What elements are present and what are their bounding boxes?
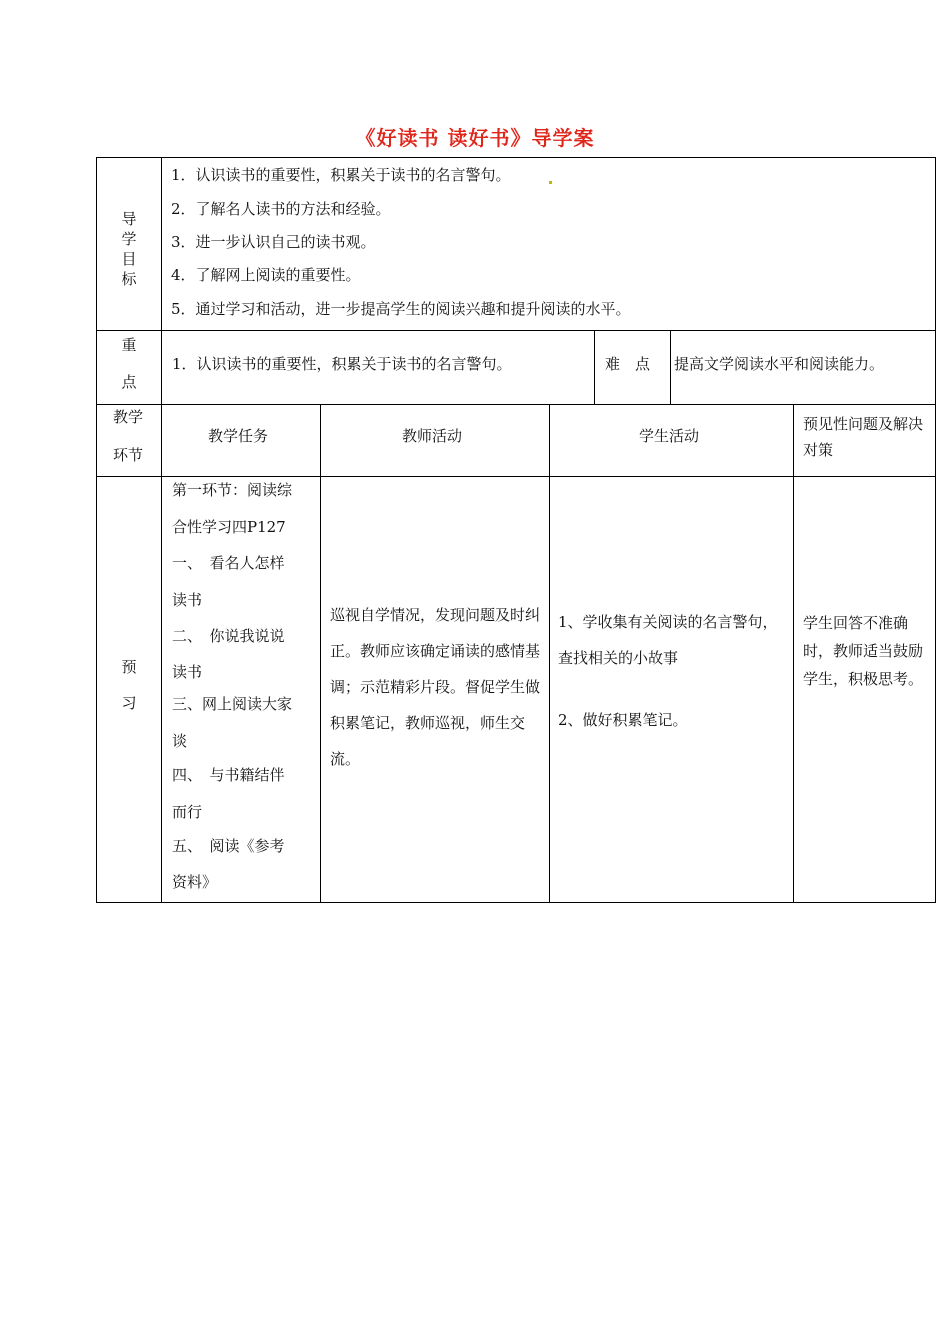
task-line: 五、 阅读《参考	[172, 837, 285, 855]
lesson-plan-table	[96, 157, 936, 903]
header-issues: 预见性问题及解决对策	[803, 415, 924, 459]
difficulty-text: 提高文学阅读水平和阅读能力。	[674, 355, 885, 373]
task-line: 三、网上阅读大家	[172, 695, 293, 713]
task-line: 第一环节：阅读综	[172, 481, 293, 499]
marker-dot	[549, 181, 552, 184]
task-line: 二、 你说我说说	[172, 627, 285, 645]
objective-item-3: 3．进一步认识自己的读书观。	[171, 233, 376, 251]
header-student: 学生活动	[639, 427, 700, 445]
header-teacher: 教师活动	[402, 427, 463, 445]
key-points-text: 1．认识读书的重要性，积累关于读书的名言警句。	[172, 355, 512, 373]
issues-text: 学生回答不准确时，教师适当鼓励学生，积极思考。	[803, 614, 924, 688]
objectives-label: 导学目标	[121, 210, 137, 288]
preview-label-top: 预	[121, 658, 137, 676]
student-activity-text-2: 2、做好积累笔记。	[558, 711, 688, 729]
task-line: 资料》	[172, 873, 218, 891]
task-line: 读书	[172, 663, 203, 681]
page-title: 《好读书 读好书》导学案	[355, 126, 595, 150]
preview-label-bottom: 习	[121, 694, 137, 712]
task-line: 四、 与书籍结伴	[172, 766, 285, 784]
task-line: 合性学习四P127	[172, 518, 286, 536]
header-stage-line1: 教学	[113, 408, 144, 426]
header-stage-line2: 环节	[113, 446, 144, 464]
teacher-activity-text: 巡视自学情况，发现问题及时纠正。教师应该确定诵读的感情基调；示范精彩片段。督促学生做积累笔记，教师巡视，师生交流。	[330, 606, 541, 768]
task-line: 谈	[172, 732, 188, 750]
task-line: 而行	[172, 803, 203, 821]
task-line: 一、 看名人怎样	[172, 554, 285, 572]
objective-item-4: 4．了解网上阅读的重要性。	[171, 266, 361, 284]
key-points-label-top: 重	[121, 336, 137, 354]
key-points-label-bottom: 点	[121, 373, 137, 391]
objective-item-2: 2．了解名人读书的方法和经验。	[171, 200, 391, 218]
task-line: 读书	[172, 591, 203, 609]
objective-item-1: 1．认识读书的重要性，积累关于读书的名言警句。	[171, 166, 511, 184]
student-activity-text-1: 1、学收集有关阅读的名言警句，查找相关的小故事	[558, 613, 778, 667]
difficulty-label: 难 点	[605, 355, 651, 373]
objective-item-5: 5．通过学习和活动，进一步提高学生的阅读兴趣和提升阅读的水平。	[171, 300, 631, 318]
header-task: 教学任务	[208, 427, 269, 445]
